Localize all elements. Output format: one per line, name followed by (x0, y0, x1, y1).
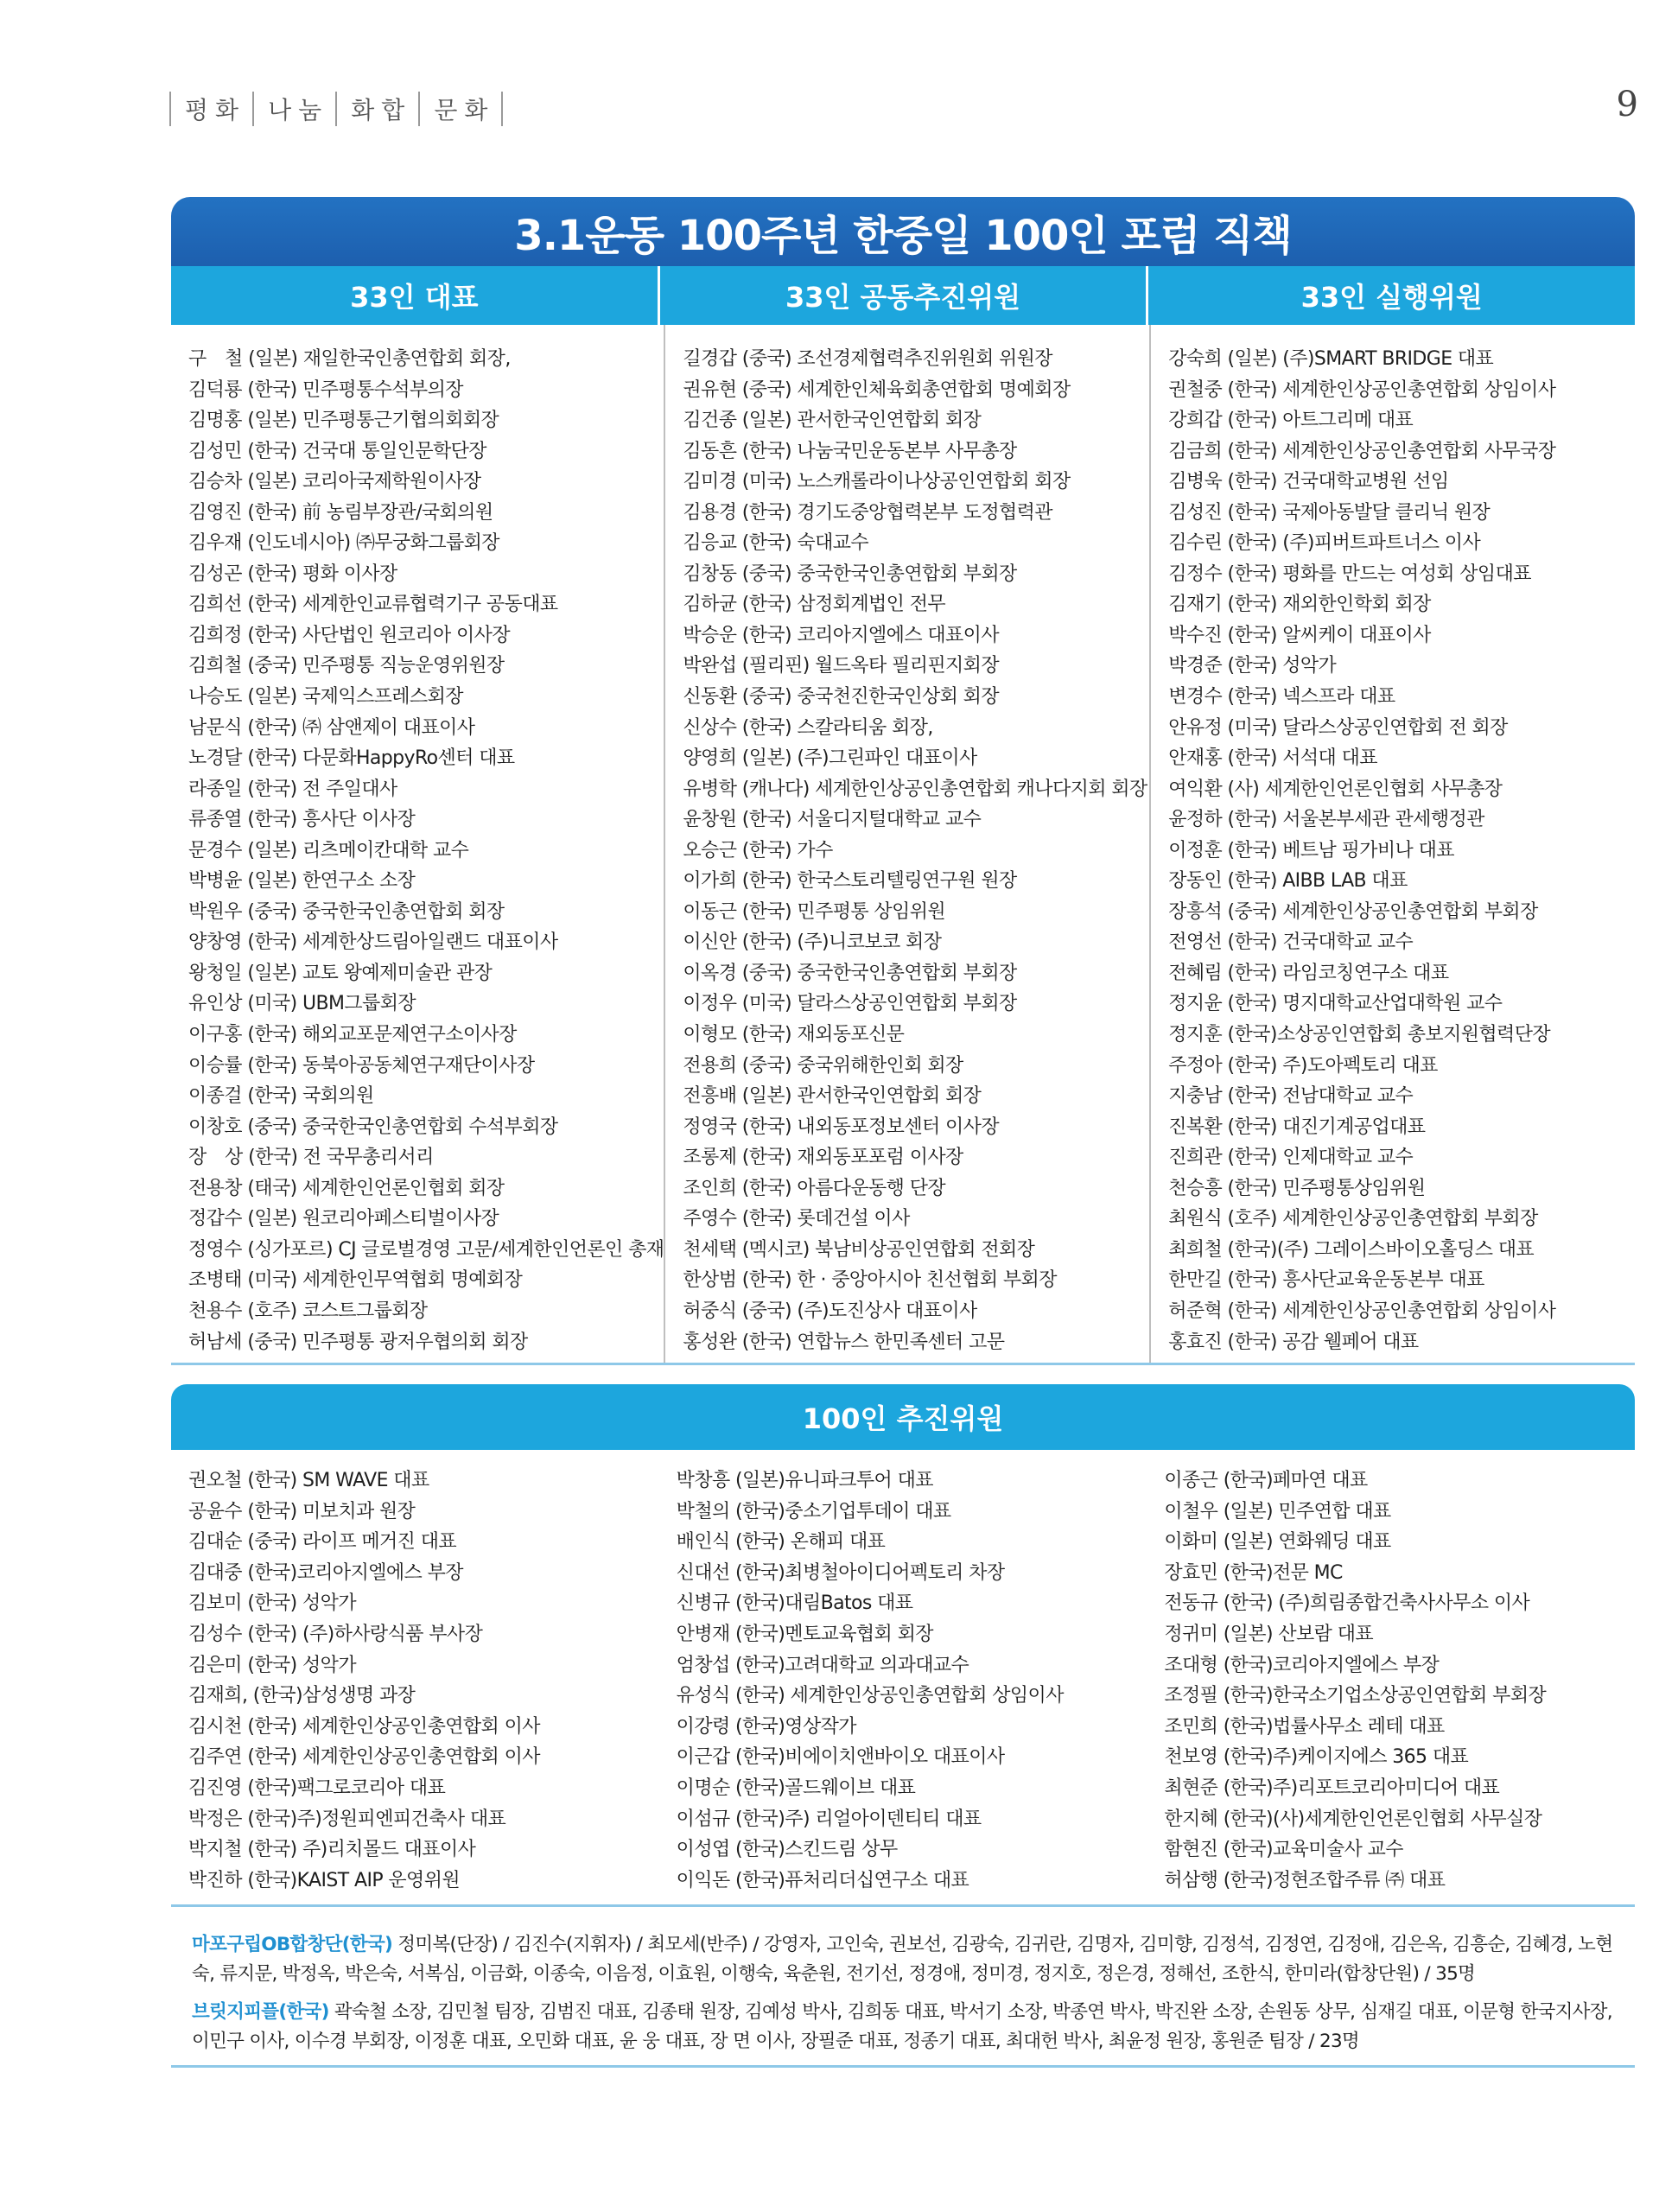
list-item: 전용창 (태국) 세계한인언론인협회 회장 (188, 1177, 505, 1199)
list-item: 한상범 (한국) 한 · 중앙아시아 친선협회 부회장 (683, 1269, 1057, 1292)
group-name: 브릿지피플(한국) (192, 2001, 329, 2023)
group-members-text: 정미복(단장) / 김진수(지휘자) / 최모세(반주) / 강영자, 고인숙, 권보선, 김광숙, 김귀란, 김명자, 김미향, 김정석, 김정연, 김정애, 김은옥, 김흥순, 김혜경, 노현숙, 류지문, 박정옥, 박은숙, 서복심, 이금화, 이종숙, 이음정, 이효원, 이행숙, 육춘원, 전기선, 정경애, 정미경, 정지호, 정은경, 정해선, 조한식, 한미라(합창단원) / 35명 (192, 1934, 1613, 1985)
list-item: 류종열 (한국) 흥사단 이사장 (188, 809, 416, 831)
list-item: 조병태 (미국) 세계한인무역협회 명예회장 (188, 1269, 523, 1292)
list-item: 이성엽 (한국)스킨드림 상무 (676, 1839, 898, 1861)
list-item: 주영수 (한국) 롯데건설 이사 (683, 1208, 910, 1230)
list-item: 이정훈 (한국) 베트남 핑가비나 대표 (1168, 839, 1454, 861)
list-item: 이종근 (한국)페마연 대표 (1164, 1470, 1368, 1491)
page-title: 3.1운동 100주년 한중일 100인 포럼 직책 (171, 197, 1635, 266)
list-item: 조정필 (한국)한국소기업소상공인연합회 부회장 (1164, 1685, 1547, 1707)
list-item: 김재기 (한국) 재외한인학회 회장 (1168, 594, 1431, 616)
list-item: 김시천 (한국) 세계한인상공인총연합회 이사 (188, 1715, 540, 1738)
list-item: 전용희 (중국) 중국위해한인회 회장 (683, 1054, 963, 1077)
list-item: 천용수 (호주) 코스트그룹회장 (188, 1300, 428, 1322)
list-item: 전동규 (한국) (주)희림종합건축사사무소 이사 (1164, 1592, 1530, 1615)
list-item: 강희갑 (한국) 아트그리메 대표 (1168, 410, 1414, 432)
list-item: 이가희 (한국) 한국스토리텔링연구원 원장 (683, 870, 1017, 893)
section-nav (169, 90, 503, 128)
list-item: 박철의 (한국)중소기업투데이 대표 (676, 1500, 951, 1522)
list-item: 안유정 (미국) 달라스상공인연합회 전 회장 (1168, 716, 1508, 739)
list-item: 이동근 (한국) 민주평통 상임위원 (683, 900, 946, 923)
list-item: 전혜림 (한국) 라임코칭연구소 대표 (1168, 962, 1449, 984)
committee-heading: 100인 추진위원 (171, 1384, 1635, 1450)
positions-table (171, 197, 1635, 1365)
list-item: 구 철 (일본) 재일한국인총연합회 회장, (188, 348, 511, 370)
list-item: 이화미 (일본) 연화웨딩 대표 (1164, 1531, 1391, 1554)
list-item: 남문식 (한국) ㈜ 삼앤제이 대표이사 (188, 716, 475, 739)
list-item: 천세택 (멕시코) 북남비상공인연합회 전회장 (683, 1238, 1035, 1261)
list-item: 박경준 (한국) 성악가 (1168, 655, 1337, 677)
list-item: 윤창원 (한국) 서울디지털대학교 교수 (683, 809, 982, 831)
list-item: 박정은 (한국)주)정원피엔피건축사 대표 (188, 1808, 506, 1830)
list-item: 신동환 (중국) 중국천진한국인상회 회장 (683, 686, 999, 709)
list-item: 유성식 (한국) 세계한인상공인총연합회 상임이사 (676, 1685, 1064, 1707)
list-item: 이철우 (일본) 민주연합 대표 (1164, 1500, 1391, 1522)
list-item: 이명순 (한국)골드웨이브 대표 (676, 1777, 916, 1799)
list-item: 박원우 (중국) 중국한국인총연합회 회장 (188, 900, 505, 923)
group-paragraph (192, 1930, 1635, 1989)
committee-list-3 (1147, 1450, 1635, 1904)
list-item: 안병재 (한국)멘토교육협회 회장 (676, 1623, 933, 1645)
list-item: 정귀미 (일본) 산보람 대표 (1164, 1623, 1374, 1645)
list-item: 양창영 (한국) 세계한상드림아일랜드 대표이사 (188, 931, 558, 954)
list-item: 전흥배 (일본) 관서한국인연합회 회장 (683, 1085, 982, 1108)
list-item: 배인식 (한국) 온해피 대표 (676, 1531, 886, 1554)
list-item: 김승차 (일본) 코리아국제학원이사장 (188, 471, 481, 493)
list-item: 최원식 (호주) 세계한인상공인총연합회 부회장 (1168, 1208, 1538, 1230)
list-item: 노경달 (한국) 다문화HappyRo센터 대표 (188, 747, 515, 770)
list-item: 유병학 (캐나다) 세계한인상공인총연합회 캐나다지회 회장 (683, 778, 1147, 800)
list-item: 유인상 (미국) UBM그룹회장 (188, 993, 416, 1015)
list-item: 정영수 (싱가포르) CJ 글로벌경영 고문/세계한인언론인 총재 (188, 1238, 664, 1261)
list-item: 허중식 (중국) (주)도진상사 대표이사 (683, 1300, 977, 1322)
page-number: 9 (1616, 85, 1638, 124)
list-item: 김용경 (한국) 경기도중앙협력본부 도정협력관 (683, 501, 1052, 524)
list-item: 조롱제 (한국) 재외동포포럼 이사장 (683, 1147, 963, 1169)
list-item: 최현준 (한국)주)리포트코리아미디어 대표 (1164, 1777, 1500, 1799)
list-item: 이섬규 (한국)주) 리얼아이덴티티 대표 (676, 1808, 982, 1830)
list-item: 박창흥 (일본)유니파크투어 대표 (676, 1470, 933, 1491)
list-item: 천보영 (한국)주)케이지에스 365 대표 (1164, 1746, 1469, 1769)
list-item: 김재희, (한국)삼성생명 과장 (188, 1685, 416, 1707)
list-item: 정지훈 (한국)소상공인연합회 총보지원협력단장 (1168, 1024, 1550, 1046)
list-item: 김수린 (한국) (주)피버트파트너스 이사 (1168, 532, 1481, 555)
column-header-representatives: 33인 대표 (171, 266, 658, 325)
committee-list-1 (171, 1450, 659, 1904)
list-co-promoters (664, 325, 1149, 1363)
column-header-co-promoters: 33인 공동추진위원 (658, 266, 1147, 325)
list-item: 신상수 (한국) 스칼라티움 회장, (683, 716, 933, 739)
list-item: 안재홍 (한국) 서석대 대표 (1168, 747, 1377, 770)
list-item: 지충남 (한국) 전남대학교 교수 (1168, 1085, 1414, 1108)
list-item: 변경수 (한국) 넥스프라 대표 (1168, 686, 1395, 709)
list-item: 권오철 (한국) SM WAVE 대표 (188, 1470, 429, 1491)
list-item: 김성수 (한국) (주)하사랑식품 부사장 (188, 1623, 483, 1645)
list-item: 김덕룡 (한국) 민주평통수석부의장 (188, 378, 463, 401)
list-item: 윤정하 (한국) 서울본부세관 관세행정관 (1168, 809, 1484, 831)
list-item: 김금희 (한국) 세계한인상공인총연합회 사무국장 (1168, 440, 1556, 462)
list-item: 천승흥 (한국) 민주평통상임위원 (1168, 1177, 1426, 1199)
list-item: 조인희 (한국) 아름다운동행 단장 (683, 1177, 946, 1199)
list-item: 이정우 (미국) 달라스상공인연합회 부회장 (683, 993, 1017, 1015)
list-item: 허준혁 (한국) 세계한인상공인총연합회 상임이사 (1168, 1300, 1556, 1322)
list-item: 장 상 (한국) 전 국무총리서리 (188, 1147, 434, 1169)
list-item: 정갑수 (일본) 원코리아페스티벌이사장 (188, 1208, 499, 1230)
list-item: 왕청일 (일본) 교토 왕예제미술관 관장 (188, 962, 493, 984)
list-item: 박완섭 (필리핀) 월드옥타 필리핀지회장 (683, 655, 999, 677)
list-item: 김응교 (한국) 숙대교수 (683, 532, 869, 555)
list-item: 나승도 (일본) 국제익스프레스회장 (188, 686, 463, 709)
list-item: 홍효진 (한국) 공감 웰페어 대표 (1168, 1331, 1419, 1353)
list-item: 김성민 (한국) 건국대 통일인문학단장 (188, 440, 486, 462)
nav-divider (501, 92, 503, 126)
list-item: 문경수 (일본) 리츠메이칸대학 교수 (188, 839, 469, 861)
list-item: 김명홍 (일본) 민주평통근기협의회회장 (188, 410, 499, 432)
list-item: 장흥석 (중국) 세계한인상공인총연합회 부회장 (1168, 900, 1538, 923)
list-item: 이강령 (한국)영상작가 (676, 1715, 856, 1738)
list-item: 권철중 (한국) 세계한인상공인총연합회 상임이사 (1168, 378, 1556, 401)
list-item: 강숙희 (일본) (주)SMART BRIDGE 대표 (1168, 348, 1494, 370)
list-item: 김대중 (한국)코리아지엘에스 부장 (188, 1561, 463, 1584)
list-item: 조대형 (한국)코리아지엘에스 부장 (1164, 1654, 1440, 1676)
list-item: 정지윤 (한국) 명지대학교산업대학원 교수 (1168, 993, 1503, 1015)
list-item: 김성진 (한국) 국제아동발달 클리닉 원장 (1168, 501, 1491, 524)
list-item: 김희철 (중국) 민주평통 직능운영위원장 (188, 655, 505, 677)
list-executives (1149, 325, 1635, 1363)
list-item: 김주연 (한국) 세계한인상공인총연합회 이사 (188, 1746, 540, 1769)
list-item: 양영희 (일본) (주)그린파인 대표이사 (683, 747, 977, 770)
list-item: 김우재 (인도네시아) ㈜무궁화그룹회장 (188, 532, 499, 555)
list-item: 진희관 (한국) 인제대학교 교수 (1168, 1147, 1414, 1169)
list-item: 이승률 (한국) 동북아공동체연구재단이사장 (188, 1054, 535, 1077)
list-item: 박병윤 (일본) 한연구소 소장 (188, 870, 416, 893)
list-item: 김정수 (한국) 평화를 만드는 여성회 상임대표 (1168, 563, 1531, 585)
list-item: 김희정 (한국) 사단법인 원코리아 이사장 (188, 624, 510, 646)
column-headers (171, 266, 1635, 325)
committee-table (171, 1384, 1635, 1907)
group-name: 마포구립OB합창단(한국) (192, 1934, 393, 1955)
list-item: 김대순 (중국) 라이프 메거진 대표 (188, 1531, 457, 1554)
list-item: 홍성완 (한국) 연합뉴스 한민족센터 고문 (683, 1331, 1005, 1353)
list-item: 허삼행 (한국)정현조합주류 ㈜ 대표 (1164, 1869, 1446, 1891)
list-item: 김창동 (중국) 중국한국인총연합회 부회장 (683, 563, 1017, 585)
list-item: 정영국 (한국) 내외동포정보센터 이사장 (683, 1116, 999, 1138)
list-item: 김은미 (한국) 성악가 (188, 1654, 356, 1676)
group-members (171, 1922, 1635, 2068)
nav-item-harmony: 화합 (351, 96, 412, 124)
list-item: 함현진 (한국)교육미술사 교수 (1164, 1839, 1403, 1861)
list-item: 이익돈 (한국)퓨처리더십연구소 대표 (676, 1869, 969, 1891)
list-item: 여익환 (사) 세계한인언론인협회 사무총장 (1168, 778, 1503, 800)
list-item: 공윤수 (한국) 미보치과 원장 (188, 1500, 416, 1522)
list-representatives (171, 325, 664, 1363)
list-item: 오승근 (한국) 가수 (683, 839, 833, 861)
committee-list-2 (659, 1450, 1147, 1904)
list-item: 한지혜 (한국)(사)세계한인언론인협회 사무실장 (1164, 1808, 1542, 1830)
list-item: 허남세 (중국) 민주평통 광저우협의회 회장 (188, 1331, 528, 1353)
list-item: 박승운 (한국) 코리아지엘에스 대표이사 (683, 624, 999, 646)
list-item: 진복환 (한국) 대진기계공업대표 (1168, 1116, 1426, 1138)
nav-item-sharing: 나눔 (268, 96, 329, 124)
group-members-text: 곽숙철 소장, 김민철 팀장, 김범진 대표, 김종태 원장, 김예성 박사, 김희동 대표, 박서기 소장, 박종연 박사, 박진완 소장, 손원동 상무, 심재길 대표, 이문형 한국지사장, 이민구 이사, 이수경 부회장, 이정훈 대표, 오민화 대표, 윤 웅 대표, 장 면 이사, 장필준 대표, 정종기 대표, 최대헌 박사, 최윤정 원장, 홍원준 팀장 / 23명 (192, 2001, 1612, 2052)
group-paragraph (192, 1998, 1635, 2056)
list-item: 김건종 (일본) 관서한국인연합회 회장 (683, 410, 982, 432)
list-item: 박지철 (한국) 주)리치몰드 대표이사 (188, 1839, 476, 1861)
list-item: 최희철 (한국)(주) 그레이스바이오홀딩스 대표 (1168, 1238, 1535, 1261)
list-item: 길경갑 (중국) 조선경제협력추진위원회 위원장 (683, 348, 1052, 370)
list-item: 김동흔 (한국) 나눔국민운동본부 사무총장 (683, 440, 1017, 462)
list-item: 김진영 (한국)팩그로코리아 대표 (188, 1777, 446, 1799)
nav-item-peace: 평화 (185, 96, 246, 124)
list-item: 장동인 (한국) AIBB LAB 대표 (1168, 870, 1408, 893)
list-item: 김미경 (미국) 노스캐롤라이나상공인연합회 회장 (683, 471, 1071, 493)
list-item: 조민희 (한국)법률사무소 레테 대표 (1164, 1715, 1445, 1738)
list-item: 이형모 (한국) 재외동포신문 (683, 1024, 905, 1046)
nav-item-culture: 문화 (434, 96, 495, 124)
list-item: 김하균 (한국) 삼정회계법인 전무 (683, 594, 946, 616)
column-header-executives: 33인 실행위원 (1146, 266, 1635, 325)
list-item: 박진하 (한국)KAIST AIP 운영위원 (188, 1869, 461, 1891)
list-item: 전영선 (한국) 건국대학교 교수 (1168, 931, 1414, 954)
list-item: 김보미 (한국) 성악가 (188, 1592, 356, 1615)
list-item: 이근갑 (한국)비에이치앤바이오 대표이사 (676, 1746, 1005, 1769)
list-item: 권유현 (중국) 세계한인체육회총연합회 명예회장 (683, 378, 1071, 401)
list-item: 장효민 (한국)전문 MC (1164, 1561, 1343, 1584)
list-item: 이창호 (중국) 중국한국인총연합회 수석부회장 (188, 1116, 558, 1138)
list-item: 박수진 (한국) 알씨케이 대표이사 (1168, 624, 1431, 646)
list-item: 이옥경 (중국) 중국한국인총연합회 부회장 (683, 962, 1017, 984)
list-item: 주정아 (한국) 주)도아펙토리 대표 (1168, 1054, 1438, 1077)
list-item: 한만길 (한국) 흥사단교육운동본부 대표 (1168, 1269, 1484, 1292)
list-item: 라종일 (한국) 전 주일대사 (188, 778, 397, 800)
committee-body (171, 1450, 1635, 1907)
list-item: 이신안 (한국) (주)니코보코 회장 (683, 931, 942, 954)
list-item: 이종걸 (한국) 국회의원 (188, 1085, 374, 1108)
list-item: 김희선 (한국) 세계한인교류협력기구 공동대표 (188, 594, 558, 616)
list-item: 김영진 (한국) 前 농림부장관/국회의원 (188, 501, 493, 524)
list-item: 신병규 (한국)대림Batos 대표 (676, 1592, 913, 1615)
list-item: 엄창섭 (한국)고려대학교 의과대교수 (676, 1654, 969, 1676)
list-item: 김병욱 (한국) 건국대학교병원 선임 (1168, 471, 1449, 493)
list-item: 김성곤 (한국) 평화 이사장 (188, 563, 397, 585)
list-item: 신대선 (한국)최병철아이디어펙토리 차장 (676, 1561, 1005, 1584)
list-item: 이구홍 (한국) 해외교포문제연구소이사장 (188, 1024, 517, 1046)
columns-body (171, 325, 1635, 1365)
